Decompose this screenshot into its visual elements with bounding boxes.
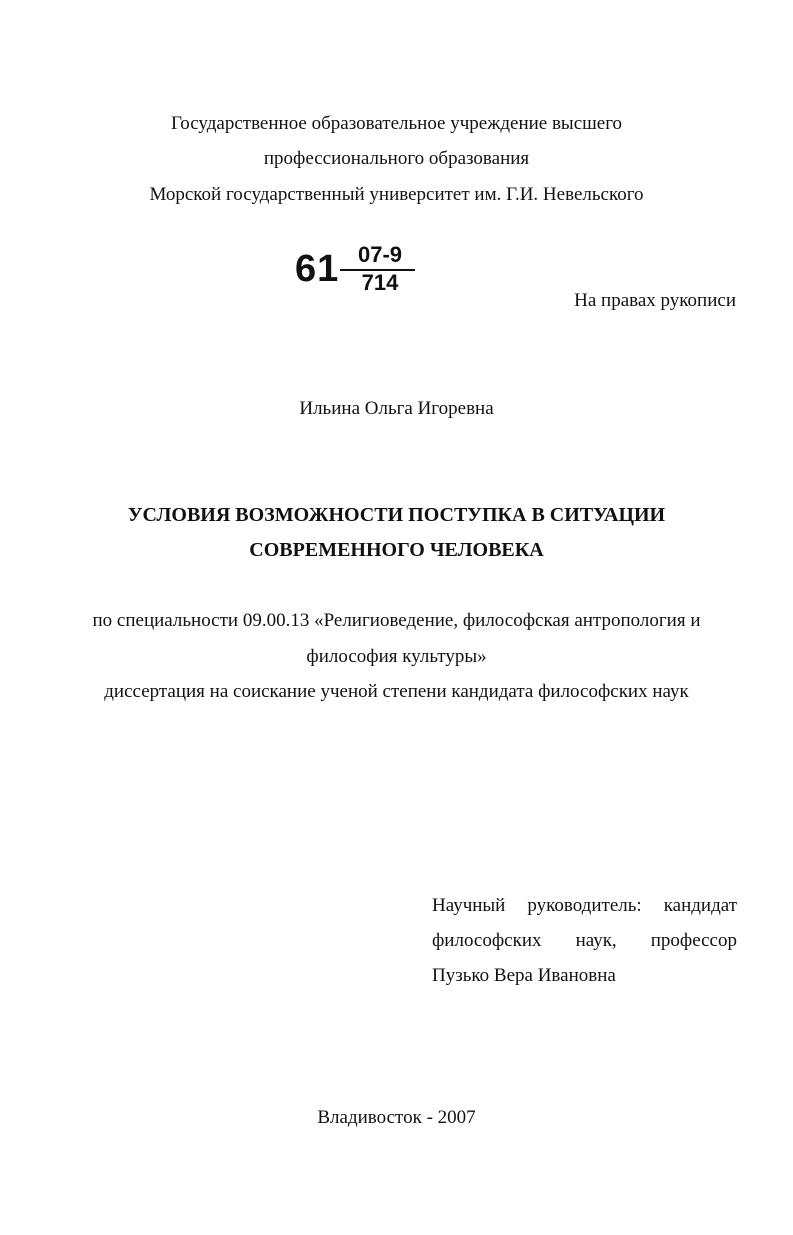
manuscript-rights: На правах рукописи (574, 290, 736, 311)
supervisor-block (432, 895, 737, 987)
supervisor-row-2 (432, 930, 737, 952)
specialty-line-3: диссертация на соискание ученой степени кандидата философских наук (104, 681, 689, 702)
supervisor-word: профессор (650, 930, 737, 951)
title-line-2: СОВРЕМЕННОГО ЧЕЛОВЕКА (249, 539, 544, 561)
specialty-line-1: по специальности 09.00.13 «Религиоведение, философская антропология и (92, 610, 701, 631)
institution-line-2: профессионального образования (263, 148, 530, 169)
city-year: Владивосток - 2007 (317, 1107, 476, 1128)
supervisor-name: Пузько Вера Ивановна (432, 965, 616, 986)
supervisor-word: руководитель: (527, 895, 642, 916)
stamp-main: 61 (295, 248, 340, 290)
supervisor-word: философских (432, 930, 542, 951)
supervisor-word: наук, (575, 930, 617, 951)
institution-line-3: Морской государственный университет им. Г.И. Невельского (149, 184, 644, 205)
supervisor-word: Научный (432, 895, 506, 916)
stamp-denominator: 714 (361, 270, 399, 295)
institution-line-1: Государственное образовательное учреждение высшего (170, 113, 623, 134)
library-stamp (295, 240, 435, 300)
stamp-numerator: 07-9 (357, 242, 403, 267)
supervisor-word: кандидат (663, 895, 737, 916)
author-name: Ильина Ольга Игоревна (299, 398, 494, 419)
specialty-line-2: философия культуры» (306, 646, 487, 667)
title-line-1: УСЛОВИЯ ВОЗМОЖНОСТИ ПОСТУПКА В СИТУАЦИИ (127, 504, 666, 526)
supervisor-row-1 (432, 895, 737, 917)
